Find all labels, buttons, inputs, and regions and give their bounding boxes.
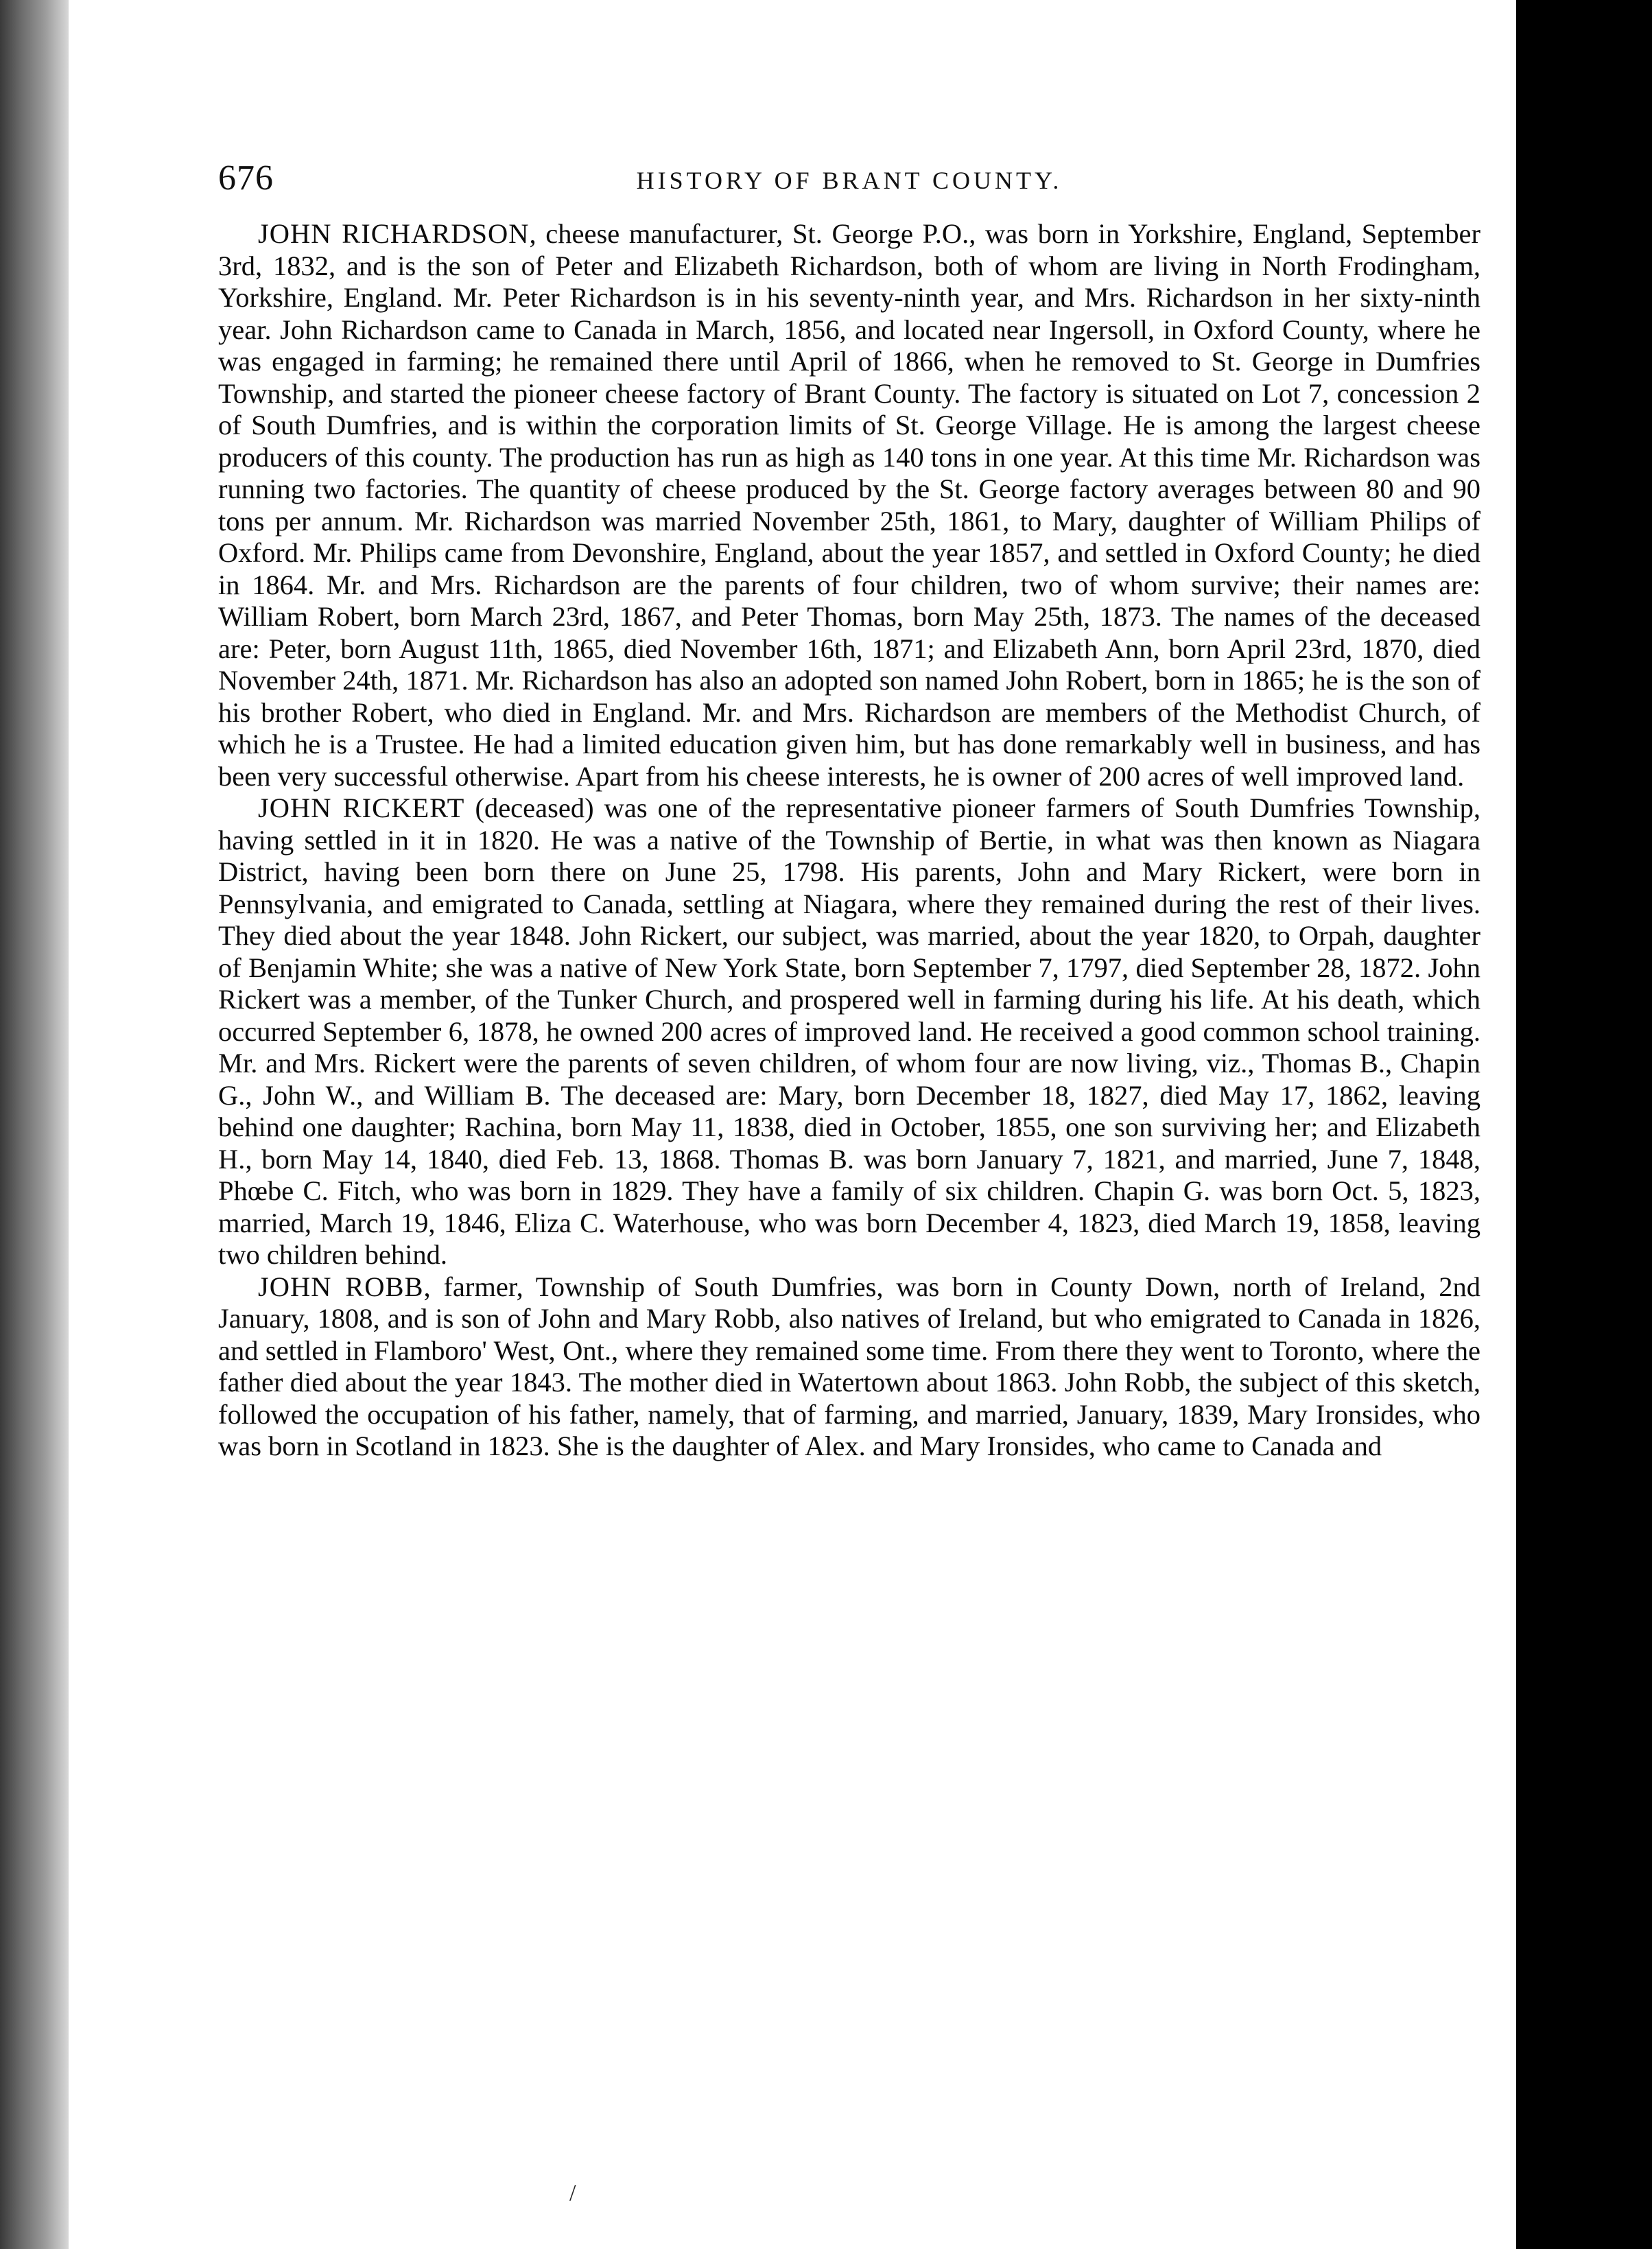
entry-name: JOHN RICHARDSON xyxy=(258,218,530,249)
biography-entry-rickert xyxy=(218,792,1480,1271)
biography-entry-richardson xyxy=(218,218,1480,792)
entry-text: , farmer, Township of South Dumfries, was born in County Down, north of Ireland, 2nd January, 1808, and is son of John and Mary Robb, also natives of Ireland, but who emigrated to Canada in 1826, and settled in Flamboro' West, Ont., where they remained some time. From there they went to Toronto, where the father died about the year 1843. The mother died in Watertown about 1863. John Robb, the subject of this sketch, followed the occupation of his father, namely, that of farming, and married, January, 1839, Mary Ironsides, who was born in Scotland in 1823. She is the daughter of Alex. and Mary Ironsides, who came to Canada and xyxy=(218,1271,1480,1461)
entry-name: JOHN RICKERT xyxy=(258,792,465,823)
page-number: 676 xyxy=(218,158,274,198)
page-body xyxy=(218,218,1480,1463)
scan-right-margin xyxy=(1516,0,1652,2249)
footer-mark: / xyxy=(569,2180,576,2206)
running-title: HISTORY OF BRANT COUNTY. xyxy=(636,167,1063,194)
entry-text: (deceased) was one of the representative pioneer farmers of South Dumfries Township, having settled in it in 1820. He was a native of the Township of Bertie, in what was then known as Niagara District, having been born there on June 25, 1798. His parents, John and Mary Rickert, were born in Pennsylvania, and emigrated to Canada, settling at Niagara, where they remained during the rest of their lives. They died about the year 1848. John Rickert, our subject, was married, about the year 1820, to Orpah, daughter of Benjamin White; she was a native of New York State, born September 7, 1797, died September 28, 1872. John Rickert was a member, of the Tunker Church, and prospered well in farming during his life. At his death, which occurred September 6, 1878, he owned 200 acres of improved land. He received a good common school training. Mr. and Mrs. Rickert were the parents of seven children, of whom four are now living, viz., Thomas B., Chapin G., John W., and William B. The deceased are: Mary, born December 18, 1827, died May 17, 1862, leaving behind one daughter; Rachina, born May 11, 1838, died in October, 1855, one son surviving her; and Elizabeth H., born May 14, 1840, died Feb. 13, 1868. Thomas B. was born January 7, 1821, and married, June 7, 1848, Phœbe C. Fitch, who was born in 1829. They have a family of six children. Chapin G. was born Oct. 5, 1823, married, March 19, 1846, Eliza C. Waterhouse, who was born December 4, 1823, died March 19, 1858, leaving two children behind. xyxy=(218,792,1480,1270)
entry-text: , cheese manufacturer, St. George P.O., was born in Yorkshire, England, September 3rd, 1832, and is the son of Peter and Elizabeth Richardson, both of whom are living in North Frodingham, Yorkshire, England. Mr. Peter Richardson is in his seventy-ninth year, and Mrs. Richardson in her sixty-ninth year. John Richardson came to Canada in March, 1856, and located near Ingersoll, in Oxford County, where he was engaged in farming; he remained there until April of 1866, when he removed to St. George in Dumfries Township, and started the pioneer cheese factory of Brant County. The factory is situated on Lot 7, concession 2 of South Dumfries, and is within the corporation limits of St. George Village. He is among the largest cheese producers of this county. The production has run as high as 140 tons in one year. At this time Mr. Richardson was running two factories. The quantity of cheese produced by the St. George factory averages between 80 and 90 tons per annum. Mr. Richardson was married November 25th, 1861, to Mary, daughter of William Philips of Oxford. Mr. Philips came from Devonshire, England, about the year 1857, and settled in Oxford County; he died in 1864. Mr. and Mrs. Richardson are the parents of four children, two of whom survive; their names are: William Robert, born March 23rd, 1867, and Peter Thomas, born May 25th, 1873. The names of the deceased are: Peter, born August 11th, 1865, died November 16th, 1871; and Elizabeth Ann, born April 23rd, 1870, died November 24th, 1871. Mr. Richardson has also an adopted son named John Robert, born in 1865; he is the son of his brother Robert, who died in England. Mr. and Mrs. Richardson are members of the Methodist Church, of which he is a Trustee. He had a limited education given him, but has done remarkably well in business, and has been very successful otherwise. Apart from his cheese interests, he is owner of 200 acres of well improved land. xyxy=(218,218,1480,792)
scan-binding-edge xyxy=(0,0,69,2249)
biography-entry-robb xyxy=(218,1271,1480,1463)
entry-name: JOHN ROBB xyxy=(258,1271,424,1302)
page-header xyxy=(218,158,1480,206)
